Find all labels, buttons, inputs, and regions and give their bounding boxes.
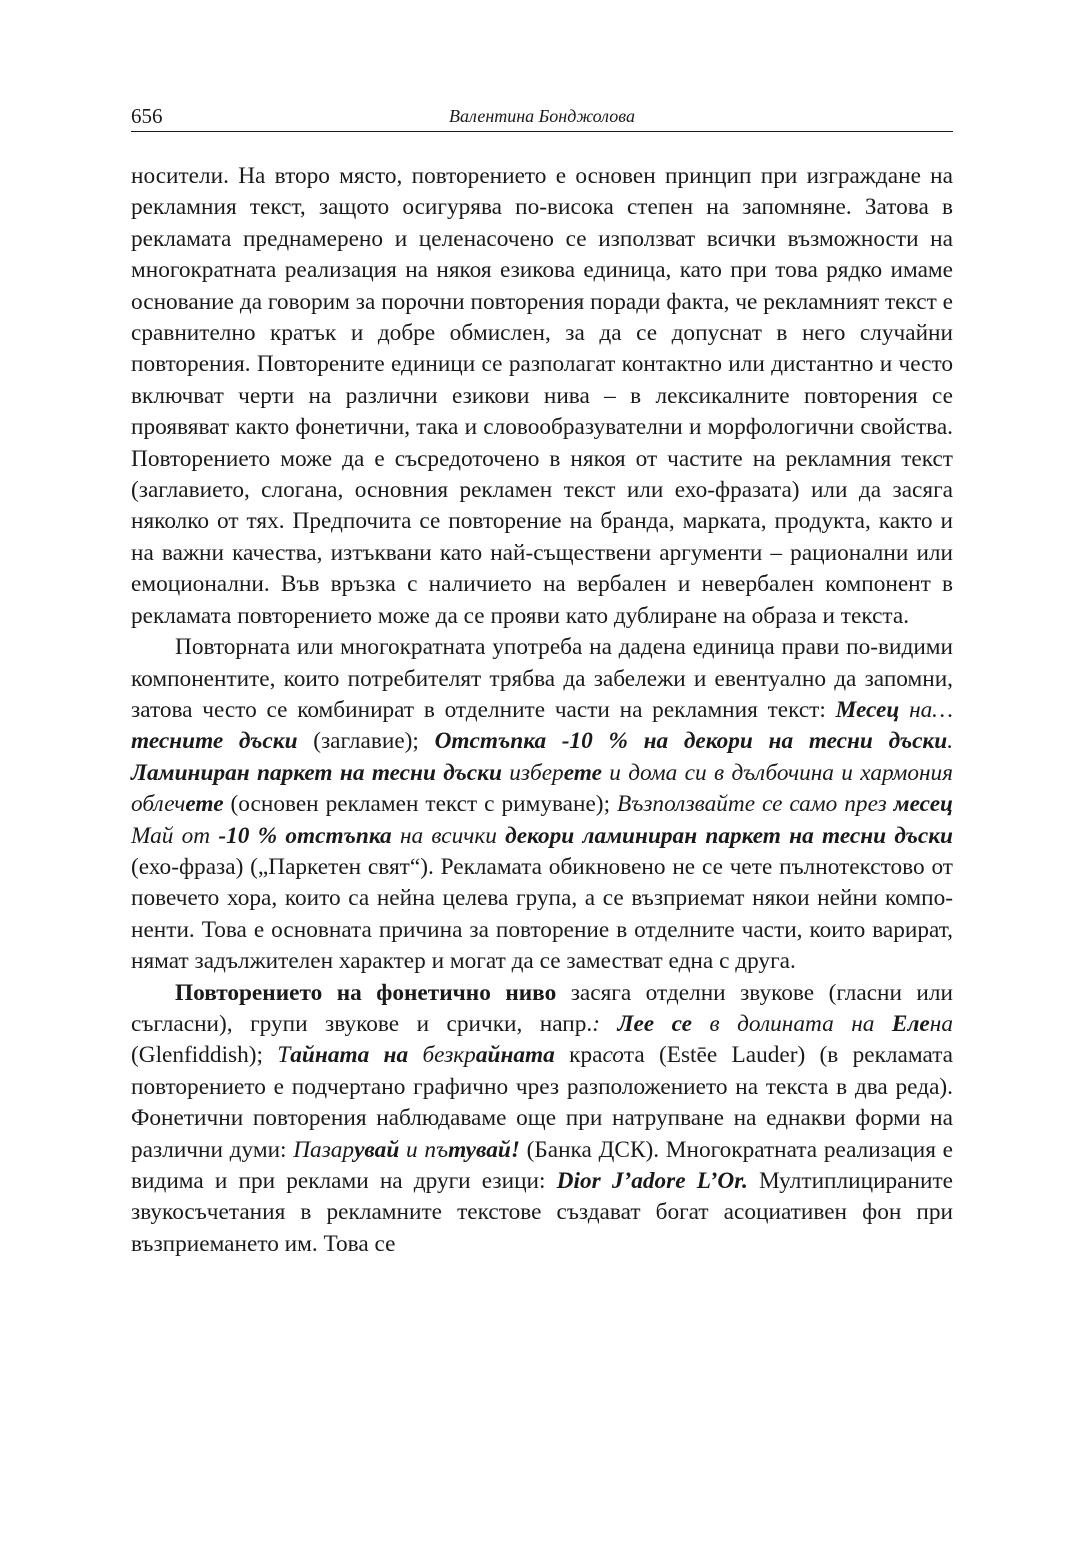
- paragraph-2: [131, 632, 953, 977]
- text-segment: Ламиниран паркет на тесни дъски: [131, 759, 502, 786]
- running-head-author: Валентина Бонджолова: [449, 106, 635, 126]
- text-segment: засяга отделни звукове (гласни или съгласни), групи звукове и срички, напр.: [131, 979, 953, 1037]
- text-segment: со: [602, 1042, 624, 1069]
- text-segment: Еле: [891, 1010, 930, 1037]
- page-number: 656: [131, 104, 163, 128]
- text-segment: Т: [277, 1042, 291, 1069]
- text-segment: Отстъпка -10 % на декори на тесни дъски: [434, 728, 948, 755]
- text-segment: ете: [185, 791, 224, 818]
- text-segment: та: [623, 1042, 645, 1069]
- text-segment: (ехо-фраза) („Паркетен свят“). Рекламата обикновено не се чете пълнотекстово от повечето хора, които са нейна целева група, а се възприемат някои нейни компоненти. Това е основната причина за повторение в отделните части, които варират, нямат задължителен характер и могат да се заместват една с друга.: [131, 853, 953, 975]
- text-segment: (Estēe Lauder) (в рекламата повторението е подчертано графично чрез разположението на текста в два реда). Фонетични повторения наблюдаваме още при натрупване на еднакви форми на различни думи:: [131, 1042, 953, 1163]
- text-segment: в долината на: [692, 1010, 892, 1037]
- text-segment: (Банка ДСК). Многократната реализация е видима и при реклами на други езици:: [131, 1136, 953, 1194]
- text-segment: на…: [899, 696, 953, 723]
- text-segment: Повторението на фонетично ниво: [175, 979, 557, 1006]
- text-segment: месец: [893, 791, 953, 818]
- text-segment: тувай!: [448, 1136, 520, 1163]
- text-segment: айната: [475, 1042, 555, 1069]
- text-segment: Dior J’adore L’Or.: [556, 1168, 748, 1194]
- text-segment: .: [947, 728, 954, 755]
- text-segment: Месец: [835, 696, 900, 723]
- text-segment: на: [929, 1010, 953, 1037]
- text-segment: и дома си в дълбочина и хармония облеч: [131, 759, 954, 818]
- body-text: [131, 161, 953, 1260]
- text-segment: Май от: [131, 822, 219, 849]
- text-segment: Възползвайте се само през: [617, 791, 894, 818]
- text-segment: -10 % отстъпка: [218, 822, 392, 849]
- paragraph-1: [131, 161, 953, 632]
- paragraph-3: [131, 978, 953, 1261]
- text-segment: Повторната или многократната употреба на дадена единица прави по-видими компонентите, които потребителят трябва да забележи и евентуално да запомни, затова често се комбинират в отделните части на рекламния текст:: [131, 634, 953, 723]
- text-segment: тесните дъски: [131, 728, 298, 755]
- text-segment: (Glenfiddish);: [131, 1042, 278, 1069]
- text-segment: на всички: [391, 822, 506, 849]
- text-segment: Лее се: [617, 1010, 693, 1037]
- text-segment: Мултиплицираните звукосъчетания в рекламните текстове създават богат асоциативен фон при възприемането им. Това се: [131, 1168, 953, 1257]
- text-segment: айната на: [290, 1042, 409, 1069]
- text-segment: избер: [501, 759, 564, 786]
- text-segment: носители. На второ място, повторението е основен принцип при изграждане на рекламния текст, защото осигурява по-висока степен на запомняне. Затова в рекламата преднамерено и целенасочено се използват всички възможности на многократната реализация на някоя езикова единица, като при това рядко имаме основание да говорим за порочни повторения поради факта, че рекламният текст е сравнително кратък и добре обмислен, за да се допуснат в него случайни повторения. Повторените единици се разполагат контактно или дистантно и често включват черти на различни езикови нива – в лексикалните повторения се проявяват както фонетични, така и словообразувателни и морфологични свойства. Повторението може да е съсредоточено в някоя от частите на рекламния текст (заглавието, слогана, основния рекламен текст или ехо-фразата) или да засяга няколко от тях. Предпочита се повторение на бранда, марката, продукта, както и на важни качества, изтъквани като най-съществени аргументи – рационални или емоционални. Във връзка с наличието на вербален и невербален компонент в рекламата повторението може да се прояви като дублиране на образа и текста.: [131, 163, 953, 629]
- text-segment: кра: [554, 1042, 603, 1069]
- running-header: [131, 104, 953, 132]
- text-segment: (заглавие);: [297, 728, 435, 755]
- text-segment: увай: [354, 1136, 400, 1163]
- text-segment: Пазар: [293, 1136, 355, 1163]
- text-segment: ете: [563, 759, 602, 786]
- text-segment: и пъ: [399, 1136, 449, 1163]
- text-segment: декори ламиниран паркет на тесни дъски: [505, 822, 953, 849]
- text-segment: безкр: [408, 1042, 476, 1069]
- text-segment: (основен рекламен текст с римуване);: [223, 791, 618, 818]
- text-segment: :: [592, 1010, 618, 1037]
